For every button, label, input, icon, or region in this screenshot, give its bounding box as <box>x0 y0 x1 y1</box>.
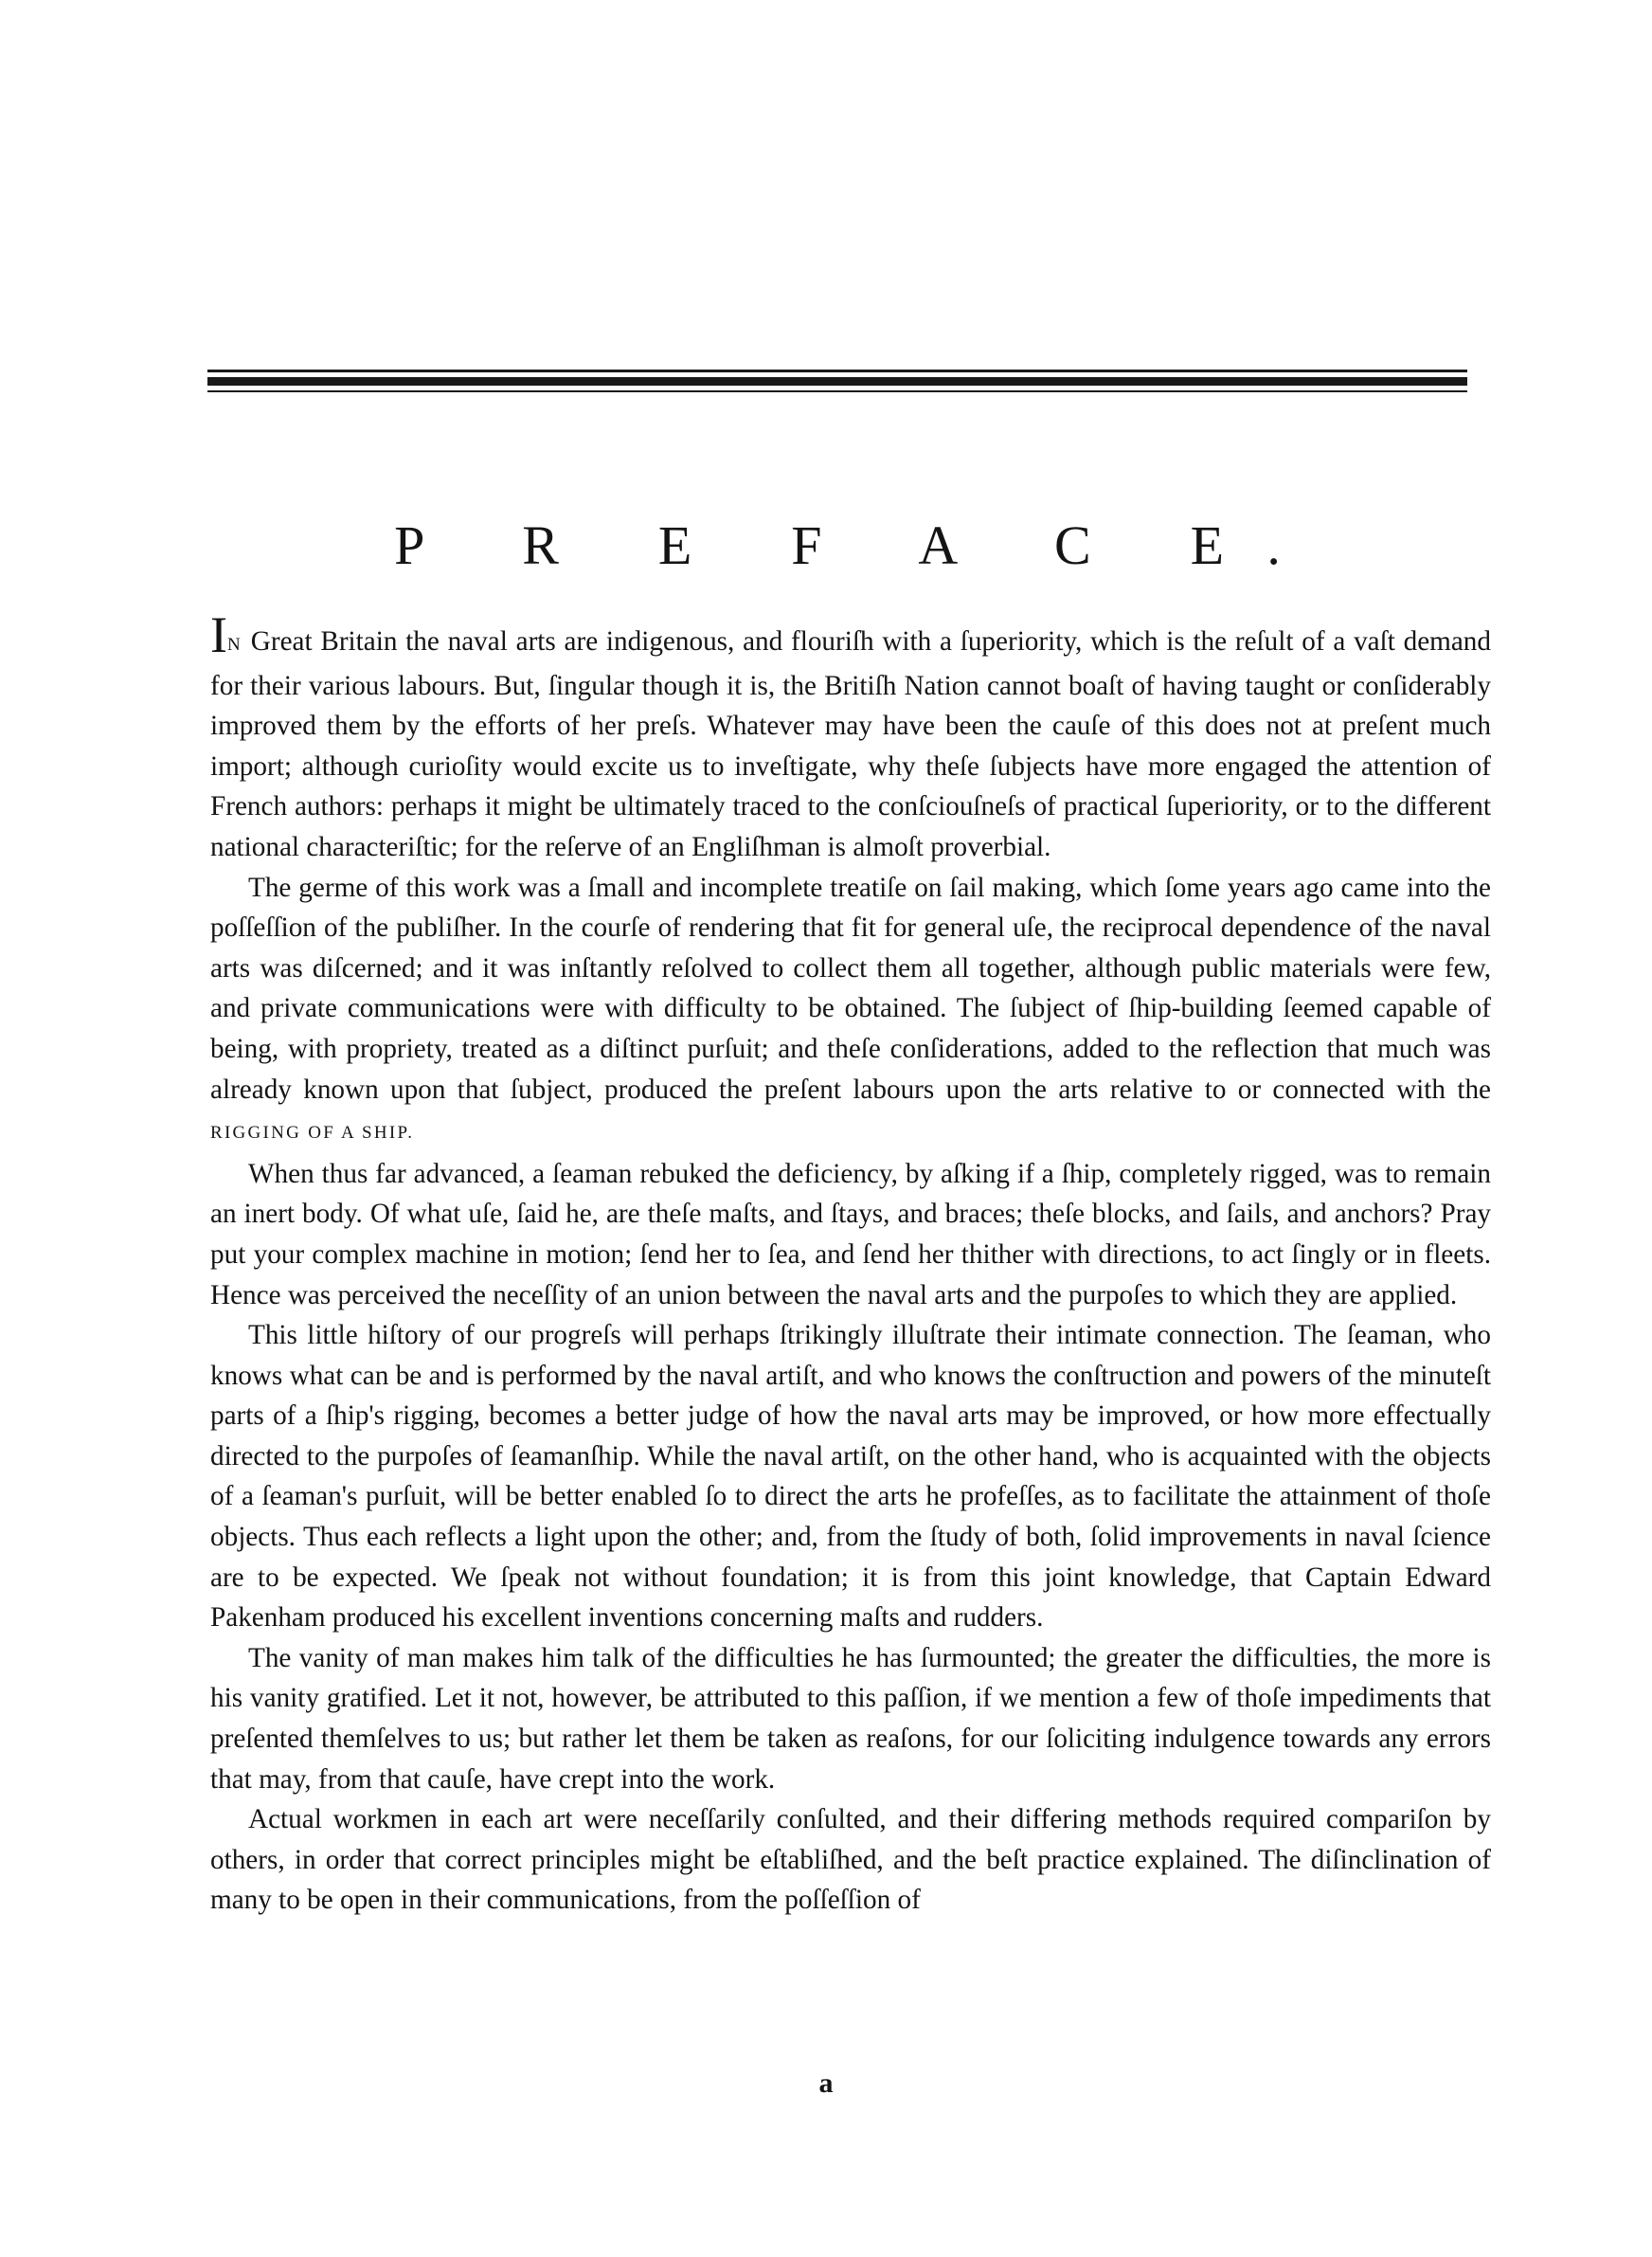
paragraph-3: When thus far advanced, a ſeaman rebuked the deficiency, by aſking if a ſhip, completely rigged, was to remain an inert body. Of what uſe, ſaid he, are theſe maſts, and ſtays, and braces; theſe blocks, and ſails, and anchors? Pray put your complex machine in motion; ſend her to ſea, and ſend her thither with directions, to act ſingly or in fleets. Hence was perceived the neceſſity of an union between the naval arts and the purpoſes to which they are applied. <box>210 1158 1491 1310</box>
page-title: P R E F A C E. <box>394 514 1324 576</box>
paragraph-2 <box>210 868 1491 1154</box>
paragraph-6: Actual workmen in each art were neceſſarily conſulted, and their differing methods required compariſon by others, in order that correct principles might be eſtabliſhed, and the beſt practice explained. The diſinclination of many to be open in their communications, from the poſſeſſion of <box>210 1804 1491 1916</box>
paragraph-1 <box>210 606 1491 868</box>
drop-cap-lead: N <box>226 635 242 655</box>
paragraph-2-text: The germe of this work was a ſmall and incomplete treatiſe on ſail making, which ſome years ago came into the poſſeſſion of the publiſher. In the courſe of rendering that fit for general uſe, the reciprocal dependence of the naval arts was diſcerned; and it was inſtantly reſolved to collect them all together, although public materials were few, and private communications were with difficulty to be obtained. The ſubject of ſhip-building ſeemed capable of being, with propriety, treated as a diſtinct purſuit; and theſe conſiderations, added to the reflection that much was already known upon that ſubject, produced the preſent labours upon the arts relative to or connected with the <box>210 872 1491 1105</box>
signature-mark: a <box>818 2067 834 2099</box>
preface-body <box>210 606 1491 1921</box>
paragraph-2-smallcaps: RIGGING OF A SHIP. <box>210 1123 415 1144</box>
drop-cap: I <box>210 606 227 663</box>
top-rule-thin <box>207 370 1467 372</box>
top-rule-thick <box>207 377 1467 386</box>
paragraph-5: The vanity of man makes him talk of the difficulties he has ſurmounted; the greater the difficulties, the more is his vanity gratified. Let it not, however, be attributed to this paſſion, if we mention a few of thoſe impediments that preſented themſelves to us; but rather let them be taken as reaſons, for our ſoliciting indulgence towards any errors that may, from that cauſe, have crept into the work. <box>210 1642 1491 1795</box>
top-rule-hairline <box>207 390 1467 392</box>
paragraph-1-text: Great Britain the naval arts are indigenous, and flouriſh with a ſuperiority, which is the reſult of a vaſt demand for their various labours. But, ſingular though it is, the Britiſh Nation cannot boaſt of having taught or conſiderably improved them by the efforts of her preſs. Whatever may have been the cauſe of this does not at preſent much import; although curioſity would excite us to inveſtigate, why theſe ſubjects have more engaged the attention of French authors: perhaps it might be ultimately traced to the conſciouſneſs of practical ſuperiority, or to the different national characteriſtic; for the reſerve of an Engliſhman is almoſt proverbial. <box>210 626 1491 862</box>
paragraph-4: This little hiſtory of our progreſs will perhaps ſtrikingly illuſtrate their intimate connection. The ſeaman, who knows what can be and is performed by the naval artiſt, and who knows the conſtruction and powers of the minuteſt parts of a ſhip's rigging, becomes a better judge of how the naval arts may be improved, or how more effectually directed to the purpoſes of ſeamanſhip. While the naval artiſt, on the other hand, who is acquainted with the objects of a ſeaman's purſuit, will be better enabled ſo to direct the arts he profeſſes, as to facilitate the attainment of thoſe objects. Thus each reflects a light upon the other; and, from the ſtudy of both, ſolid improvements in naval ſcience are to be expected. We ſpeak not without foundation; it is from this joint knowledge, that Captain Edward Pakenham produced his excellent inventions concerning maſts and rudders. <box>210 1320 1491 1634</box>
